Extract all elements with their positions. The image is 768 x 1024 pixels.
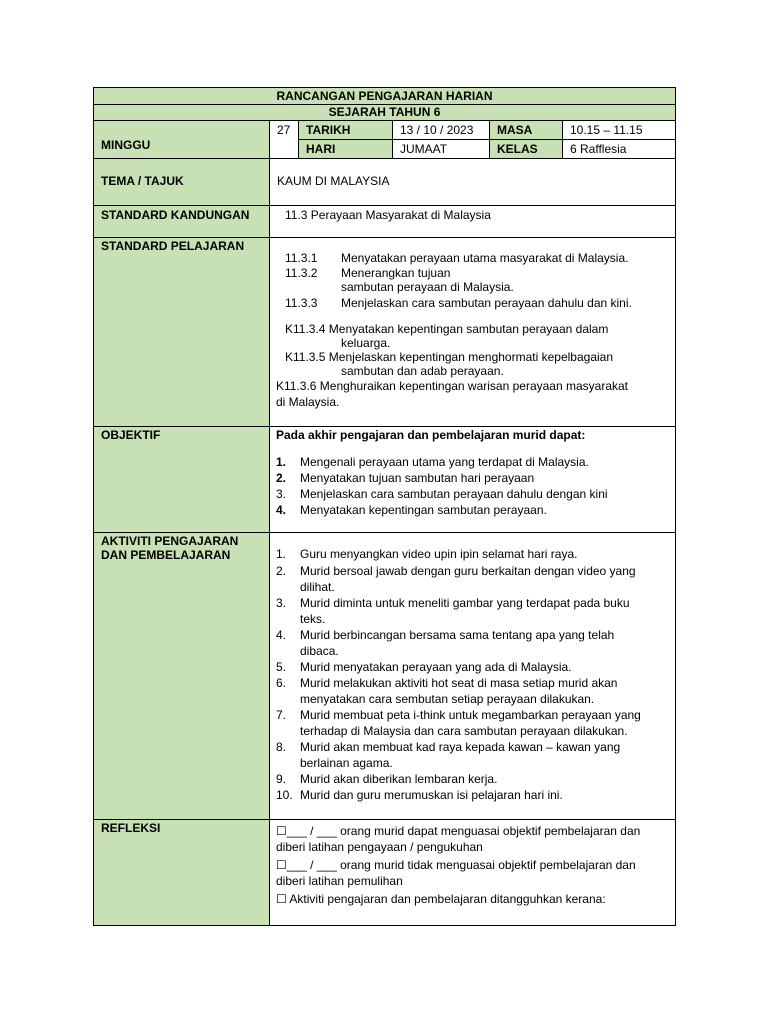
aktiviti-item-num: 9. [276, 772, 287, 786]
sp-item-text: Menyatakan perayaan utama masyarakat di Malaysia. [341, 251, 629, 265]
sp-item [285, 295, 632, 311]
objektif-item-text: Mengenali perayaan utama yang terdapat di Malaysia. [300, 455, 589, 469]
masa-value: 10.15 – 11.15 [570, 123, 643, 137]
kelas-label-cell [489, 139, 563, 159]
title-row [93, 87, 676, 105]
aktiviti-item-continuation: terhadap di Malaysia dan cara sambutan perayaan dilakukan. [300, 724, 628, 738]
tema-label-cell [93, 158, 270, 206]
aktiviti-item-num: 5. [276, 660, 287, 674]
sp-k-item-line2: keluarga. [341, 336, 391, 350]
sp-content-cell [269, 237, 676, 427]
aktiviti-item-num: 2. [276, 564, 287, 578]
objektif-item-text: Menyatakan tujuan sambutan hari perayaan [300, 471, 535, 485]
sk-value-cell [269, 205, 676, 238]
sp-k-item-line1: K11.3.6 Menghuraikan kepentingan warisan perayaan masyarakat [276, 379, 628, 393]
aktiviti-item [276, 707, 641, 723]
subject-title: SEJARAH TAHUN 6 [328, 105, 441, 119]
tarikh-value-cell [392, 120, 490, 140]
aktiviti-item [276, 627, 614, 643]
sp-label: STANDARD PELAJARAN [101, 239, 245, 253]
objektif-item [276, 454, 589, 470]
tarikh-label: TARIKH [306, 123, 351, 137]
aktiviti-item-text: Murid melakukan aktiviti hot seat di masa setiap murid akan [300, 676, 618, 690]
objektif-item-num: 1. [276, 455, 287, 469]
sp-item-code: 11.3.1 [285, 251, 318, 265]
hari-value-cell [392, 139, 490, 159]
sp-label-cell [93, 237, 270, 427]
sk-label-cell [93, 205, 270, 238]
aktiviti-item-num: 1. [276, 547, 287, 561]
sp-k-item-line1: K11.3.4 Menyatakan kepentingan sambutan perayaan dalam [285, 322, 609, 336]
refleksi-label: REFLEKSI [101, 821, 161, 835]
aktiviti-item-text: Murid bersoal jawab dengan guru berkaitan dengan video yang [300, 564, 636, 578]
refleksi-line: diberi latihan pemulihan [276, 874, 403, 888]
aktiviti-item [276, 595, 630, 611]
aktiviti-item-continuation: dilihat. [300, 580, 335, 594]
aktiviti-item [276, 675, 617, 691]
aktiviti-item [276, 771, 497, 787]
tema-label: TEMA / TAJUK [101, 174, 184, 188]
sp-item [285, 250, 628, 266]
objektif-item-text: Menjelaskan cara sambutan perayaan dahulu dengan kini [300, 487, 608, 501]
objektif-item-text: Menyatakan kepentingan sambutan perayaan. [300, 503, 547, 517]
tema-value-cell [269, 158, 676, 206]
refleksi-label-cell [93, 819, 270, 926]
kelas-value: 6 Rafflesia [570, 142, 627, 156]
aktiviti-item-text: Murid akan membuat kad raya kepada kawan – kawan yang [300, 740, 621, 754]
aktiviti-item-num: 10. [276, 788, 293, 802]
refleksi-line: diberi latihan pengayaan / pengukuhan [276, 840, 483, 854]
aktiviti-content-cell [269, 532, 676, 820]
aktiviti-item-text: Murid diminta untuk meneliti gambar yang terdapat pada buku [300, 596, 630, 610]
sp-item-code: 11.3.2 [285, 266, 318, 280]
minggu-value: 27 [277, 123, 291, 137]
aktiviti-item-text: Murid dan guru merumuskan isi pelajaran hari ini. [300, 788, 563, 802]
aktiviti-item-text: Murid membuat peta i-think untuk megambarkan perayaan yang [300, 708, 641, 722]
page-title: RANCANGAN PENGAJARAN HARIAN [276, 89, 493, 103]
sp-k-item-line2: sambutan dan adab perayaan. [341, 364, 504, 378]
aktiviti-item-continuation: berlainan agama. [300, 756, 393, 770]
aktiviti-item-num: 4. [276, 628, 287, 642]
objektif-item-num: 4. [276, 503, 287, 517]
tarikh-label-cell [298, 120, 393, 140]
objektif-item [276, 486, 608, 502]
objektif-item-num: 2. [276, 471, 287, 485]
aktiviti-item [276, 787, 563, 803]
aktiviti-item-num: 3. [276, 596, 287, 610]
aktiviti-item-num: 6. [276, 676, 287, 690]
sp-k-item-line2: di Malaysia. [276, 395, 340, 409]
refleksi-line: ☐___ / ___ orang murid dapat menguasai objektif pembelajaran dan [276, 824, 641, 838]
masa-value-cell [562, 120, 676, 140]
hari-label-cell [298, 139, 393, 159]
aktiviti-item-text: Guru menyangkan video upin ipin selamat hari raya. [300, 547, 578, 561]
kelas-value-cell [562, 139, 676, 159]
sp-item-text: Menerangkan tujuan [341, 266, 451, 280]
minggu-value-cell [269, 120, 299, 159]
aktiviti-item [276, 739, 620, 755]
objektif-label-cell [93, 426, 270, 533]
minggu-label-cell [93, 120, 270, 159]
sp-item-text: Menjelaskan cara sambutan perayaan dahulu dan kini. [341, 296, 632, 310]
objektif-item [276, 470, 534, 486]
aktiviti-item [276, 563, 636, 579]
aktiviti-label-cell [93, 532, 270, 820]
aktiviti-item [276, 546, 578, 562]
sk-value: 11.3 Perayaan Masyarakat di Malaysia [285, 208, 491, 222]
masa-label-cell [489, 120, 563, 140]
objektif-item-num: 3. [276, 487, 287, 501]
aktiviti-label-line2: DAN PEMBELAJARAN [101, 548, 231, 562]
masa-label: MASA [497, 123, 533, 137]
kelas-label: KELAS [497, 142, 538, 156]
aktiviti-item-text: Murid menyatakan perayaan yang ada di Malaysia. [300, 660, 572, 674]
hari-label: HARI [306, 142, 336, 156]
aktiviti-item-num: 7. [276, 708, 287, 722]
sp-item-code: 11.3.3 [285, 296, 318, 310]
sk-label: STANDARD KANDUNGAN [101, 208, 250, 222]
tema-value: KAUM DI MALAYSIA [277, 174, 390, 188]
aktiviti-item-continuation: teks. [300, 612, 326, 626]
objektif-content-cell [269, 426, 676, 533]
sp-k-item-line1: K11.3.5 Menjelaskan kepentingan menghormati kepelbagaian [285, 350, 614, 364]
minggu-label: MINGGU [101, 138, 151, 152]
aktiviti-item-text: Murid akan diberikan lembaran kerja. [300, 772, 498, 786]
objektif-intro: Pada akhir pengajaran dan pembelajaran murid dapat: [276, 428, 586, 442]
sp-item-continuation: sambutan perayaan di Malaysia. [341, 280, 514, 294]
aktiviti-label-line1: AKTIVITI PENGAJARAN [101, 534, 239, 548]
refleksi-line: ☐___ / ___ orang murid tidak menguasai objektif pembelajaran dan [276, 858, 636, 872]
aktiviti-item-text: Murid berbincangan bersama sama tentang apa yang telah [300, 628, 615, 642]
refleksi-content-cell [269, 819, 676, 926]
aktiviti-item-continuation: menyatakan cara sembutan setiap perayaan dilakukan. [300, 692, 595, 706]
tarikh-value: 13 / 10 / 2023 [400, 123, 474, 137]
refleksi-line: ☐ Aktiviti pengajaran dan pembelajaran ditangguhkan kerana: [276, 892, 606, 906]
aktiviti-item [276, 659, 572, 675]
subject-row [93, 104, 676, 121]
hari-value: JUMAAT [400, 142, 448, 156]
objektif-item [276, 502, 547, 518]
aktiviti-item-num: 8. [276, 740, 287, 754]
objektif-label: OBJEKTIF [101, 428, 161, 442]
aktiviti-item-continuation: dibaca. [300, 644, 339, 658]
